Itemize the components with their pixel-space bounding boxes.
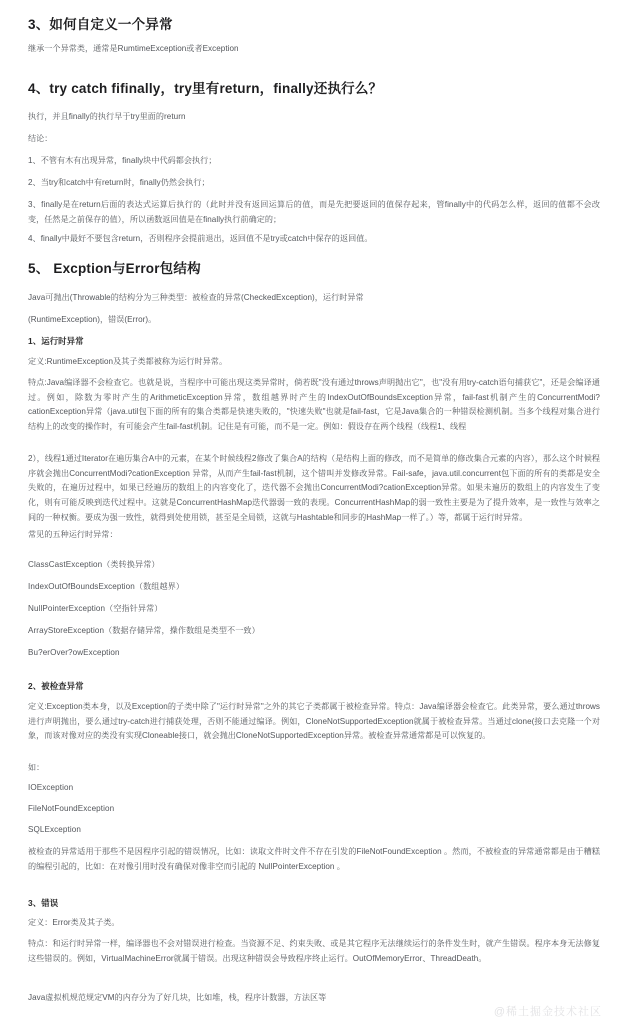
subsection-runtime-common-label [28, 528, 600, 543]
subsection-error-definition [28, 916, 600, 931]
subsection-heading: 3、错误 [28, 898, 59, 908]
subsection-heading: 2、被检查异常 [28, 681, 84, 691]
paragraph: 常见的五种运行时异常： [28, 530, 118, 539]
list-item: SQLException [28, 825, 81, 834]
section-4-item-1 [28, 154, 600, 169]
paragraph: Java虚拟机规范规定VM的内存分为了好几块，比如堆，栈，程序计数器，方法区等 [28, 993, 327, 1002]
paragraph: 被检查的异常适用于那些不是因程序引起的错误情况，比如：读取文件时文件不存在引发的FileNotFoundException 。然而，不被检查的异常通常都是由于糟糕的编程引起的，比如：在对像引用时没有确保对像非空而引起的 NullPointerException 。 [28, 847, 600, 871]
subsection-error-heading [28, 898, 600, 909]
list-item: IndexOutOfBoundsException（数组越界） [28, 582, 185, 591]
checked-exception-list-item [28, 802, 600, 817]
subsection-runtime-failfast [28, 452, 600, 526]
paragraph: 如： [28, 763, 45, 772]
subsection-heading: 1、运行时异常 [28, 336, 84, 346]
paragraph: 执行，并且finally的执行早于try里面的return [28, 112, 186, 121]
paragraph: 4、finally中最好不要包含return，否则程序会提前退出，返回值不是try或catch中保存的返回值。 [28, 234, 373, 243]
paragraph: 2、当try和catch中有return时，finally仍然会执行； [28, 178, 210, 187]
paragraph: 定义：Error类及其子类。 [28, 918, 120, 927]
runtime-exception-list [28, 558, 600, 573]
runtime-exception-list-item [28, 646, 600, 661]
paragraph: (RuntimeException)，错误(Error)。 [28, 315, 157, 324]
subsection-checked-note [28, 845, 600, 874]
runtime-exception-list-item [28, 602, 600, 617]
subsection-error-features [28, 937, 600, 966]
list-item: FileNotFoundException [28, 804, 115, 813]
subsection-checked-such-as-label [28, 761, 600, 776]
paragraph: 结论： [28, 134, 53, 143]
checked-exception-list [28, 781, 600, 796]
section-4-body [28, 110, 600, 125]
runtime-exception-list-item [28, 624, 600, 639]
section-3-heading: 3、如何自定义一个异常 [28, 17, 173, 32]
list-item: IOException [28, 783, 74, 792]
checked-exception-list-item [28, 823, 600, 838]
paragraph: 定义:Exception类本身，以及Exception的子类中除了"运行时异常"之外的其它子类都属于被检查异常。特点：Java编译器会检查它。此类异常，要么通过throws进行声明抛出，要么通过try-catch进行捕获处理，否则不能通过编译。例如，CloneNotSupportedException就属于被检查异常。当通过clone(接口去克隆一个对象，而该对像对应的类没有实现Cloneable接口，就会抛出CloneNotSupportedException异常。被检查异常通常都是可以恢复的。 [28, 702, 600, 741]
list-item: ArrayStoreException（数据存储异常，操作数组是类型不一致） [28, 626, 260, 635]
section-5 [28, 260, 600, 278]
section-5-heading: 5、 Excption与Error包结构 [28, 261, 201, 276]
watermark: @稀土掘金技术社区 [493, 1006, 602, 1018]
section-4-item-3 [28, 198, 600, 227]
subsection-checked-definition [28, 700, 600, 744]
list-item: NullPointerException（空指针异常） [28, 604, 163, 613]
section-4-item-2 [28, 176, 600, 191]
paragraph: 3、finally是在return后面的表达式运算后执行的（此时并没有返回运算后的值，而是先把要返回的值保存起来，管finally中的代码怎么样，返回的值都不会改变，任然是之前保存的值），所以函数返回值是在finally执行前确定的； [28, 200, 600, 224]
section-5-intro-line-2 [28, 313, 600, 328]
paragraph: 继承一个异常类，通常是RumtimeException或者Exception [28, 44, 239, 53]
subsection-runtime-definition [28, 355, 600, 370]
section-4-item-4 [28, 232, 600, 247]
section-3-body [28, 42, 600, 57]
runtime-exception-list-item [28, 580, 600, 595]
section-5-intro-line-1 [28, 291, 600, 306]
section-4 [28, 80, 600, 98]
paragraph: 1、不管有木有出现异常，finally块中代码都会执行； [28, 156, 217, 165]
section-3 [28, 16, 600, 34]
paragraph: 特点:Java编译器不会检查它。也就是说，当程序中可能出现这类异常时，倘若既"没有通过throws声明抛出它"，也"没有用try-catch语句捕获它"，还是会编译通过。例如，除数为零时产生的ArithmeticException异常，数组越界时产生的IndexOutOfBoundsException异常，fail-fast机制产生的ConcurrentModi?cationException异常（java.util包下面的所有的集合类都是快速失败的，"快速失败"也就是fail-fast，它是Java集合的一种错误检测机制。当多个线程对集合进行结构上的改变的操作时，有可能会产生fail-fast机制。记住是有可能，而不是一定。例如：假设存在两个线程（线程1、线程 [28, 378, 600, 432]
section-4-heading: 4、try catch fifinally，try里有return，finally还执行么？ [28, 81, 383, 96]
paragraph: 定义:RuntimeException及其子类都被称为运行时异常。 [28, 357, 228, 366]
paragraph: Java可抛出(Throwable的结构分为三种类型：被检查的异常(CheckedException)，运行时异常 [28, 293, 364, 302]
subsection-runtime-exception-heading [28, 336, 600, 347]
section-4-conclusion-label [28, 132, 600, 147]
paragraph: 2），线程1通过Iterator在遍历集合A中的元素，在某个时候线程2修改了集合A的结构（是结构上面的修改，而不是简单的修改集合元素的内容），那么这个时候程序就会抛出ConcurrentModi?cationException 异常，从而产生fail-fast机制，这个错叫并发修改异常。Fail-safe，java.util.concurrent包下面的所有的类都是安全失败的，在遍历过程中，如果已经遍历的数组上的内容变化了，迭代器不会抛出ConcurrentModi?cationException异常。如果未遍历的数组上的内容发生了变化，则有可能反映到迭代过程中。这就是ConcurrentHashMap迭代器弱一致的表现。ConcurrentHashMap的弱一致性主要是为了提升效率，是一致性与效率之间的一种权衡。要成为强一致性，就得到处使用锁，甚至是全局锁，这就与Hashtable和同步的HashMap一样了。）等，都属于运行时异常。 [28, 454, 600, 522]
paragraph: 特点：和运行时异常一样，编译器也不会对错误进行检查。当资源不足、约束失败、或是其它程序无法继续运行的条件发生时，就产生错误。程序本身无法修复这些错误的。例如，VirtualMachineError就属于错误。出现这种错误会导致程序终止运行。OutOfMemoryError、ThreadDeath。 [28, 939, 600, 963]
subsection-checked-exception-heading [28, 681, 600, 692]
list-item: Bu?erOver?owException [28, 648, 120, 657]
list-item: ClassCastException（类转换异常） [28, 560, 160, 569]
subsection-runtime-features [28, 376, 600, 435]
